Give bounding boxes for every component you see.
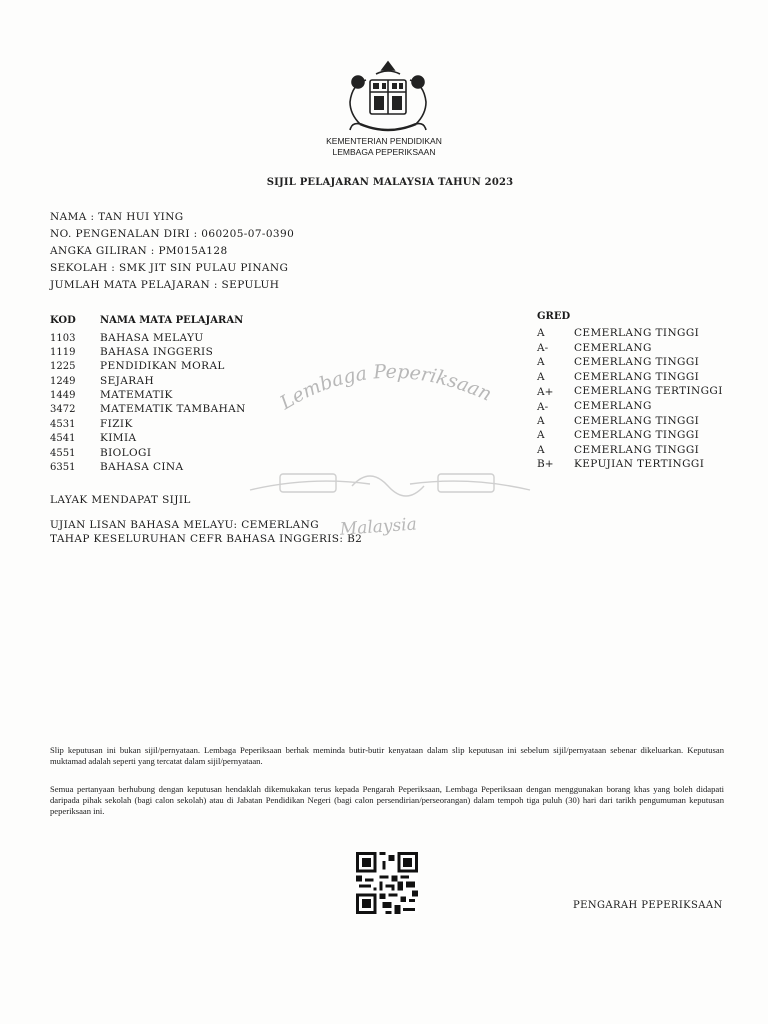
cefr-level: TAHAP KESELURUHAN CEFR BAHASA INGGERIS: B2 xyxy=(50,533,363,545)
coat-of-arms-icon xyxy=(336,60,440,138)
header-grade: GRED xyxy=(537,311,571,322)
candidate-ic: NO. PENGENALAN DIRI : 060205-07-0390 xyxy=(50,228,295,240)
row-grade: A xyxy=(537,415,545,427)
row-grade: B+ xyxy=(537,458,554,470)
row-kod: 3472 xyxy=(50,404,76,415)
row-grade-desc: CEMERLANG TERTINGGI xyxy=(574,385,723,397)
candidate-index: ANGKA GILIRAN : PM015A128 xyxy=(50,245,228,257)
row-grade: A- xyxy=(537,401,549,413)
certificate-status: LAYAK MENDAPAT SIJIL xyxy=(50,494,191,506)
row-subject: MATEMATIK TAMBAHAN xyxy=(100,403,246,415)
disclaimer-note: Slip keputusan ini bukan sijil/pernyataan. Lembaga Peperiksaan berhak meminda butir-butir kenyataan dalam slip keputusan ini sebelum sijil/pernyataan sebenar dikeluarkan. Keputusan muktamad adalah seperti yang tercatat dalam sijil/pernyataan. xyxy=(50,745,724,766)
oral-test-result: UJIAN LISAN BAHASA MELAYU: CEMERLANG xyxy=(50,519,319,531)
document-title: SIJIL PELAJARAN MALAYSIA TAHUN 2023 xyxy=(266,177,514,188)
row-grade: A xyxy=(537,371,545,383)
candidate-name: NAMA : TAN HUI YING xyxy=(50,211,184,223)
row-grade-desc: CEMERLANG xyxy=(574,400,652,412)
qr-code-icon xyxy=(356,852,418,914)
enquiry-note: Semua pertanyaan berhubung dengan keputusan hendaklah dikemukakan terus kepada Pengarah Peperiksaan, Lembaga Peperiksaan dengan menggunakan borang khas yang boleh didapati daripada pihak sekolah (bagi calon sekolah) atau di Jabatan Pendidikan Negeri (bagi calon persendirian/perseorangan) dalam tempoh tiga puluh (30) hari dari tarikh pengumuman keputusan peperiksaan ini. xyxy=(50,784,724,816)
row-grade-desc: CEMERLANG TINGGI xyxy=(574,371,700,383)
row-subject: BAHASA MELAYU xyxy=(100,332,204,344)
row-grade: A xyxy=(537,356,545,368)
row-grade-desc: KEPUJIAN TERTINGGI xyxy=(574,458,705,470)
signatory-title: PENGARAH PEPERIKSAAN xyxy=(573,900,723,911)
row-grade: A xyxy=(537,327,545,339)
row-subject: PENDIDIKAN MORAL xyxy=(100,360,225,372)
row-grade: A- xyxy=(537,342,549,354)
row-kod: 6351 xyxy=(50,462,76,473)
board-line: LEMBAGA PEPERIKSAAN xyxy=(332,147,436,157)
row-subject: KIMIA xyxy=(100,432,137,444)
row-grade: A+ xyxy=(537,386,554,398)
row-kod: 1103 xyxy=(50,333,76,344)
row-kod: 4531 xyxy=(50,419,76,430)
row-kod: 1249 xyxy=(50,376,76,387)
row-subject: BAHASA INGGERIS xyxy=(100,346,214,358)
row-grade-desc: CEMERLANG xyxy=(574,342,652,354)
row-kod: 4541 xyxy=(50,433,76,444)
row-kod: 1225 xyxy=(50,361,76,372)
row-kod: 1449 xyxy=(50,390,76,401)
row-kod: 1119 xyxy=(50,347,76,358)
row-grade: A xyxy=(537,429,545,441)
watermark-text-top: Lembaga Peperiksaan xyxy=(276,360,495,415)
ministry-name xyxy=(284,136,484,158)
row-subject: MATEMATIK xyxy=(100,389,173,401)
row-grade: A xyxy=(537,444,545,456)
row-grade-desc: CEMERLANG TINGGI xyxy=(574,429,700,441)
ministry-line: KEMENTERIAN PENDIDIKAN xyxy=(326,136,442,146)
row-subject: BAHASA CINA xyxy=(100,461,184,473)
watermark-text-bottom: Malaysia xyxy=(339,514,418,540)
candidate-school: SEKOLAH : SMK JIT SIN PULAU PINANG xyxy=(50,262,289,274)
row-subject: BIOLOGI xyxy=(100,447,152,459)
header-kod: KOD xyxy=(50,315,76,326)
row-subject: SEJARAH xyxy=(100,375,155,387)
header-subject: NAMA MATA PELAJARAN xyxy=(100,315,244,326)
candidate-subject-count: JUMLAH MATA PELAJARAN : SEPULUH xyxy=(50,279,280,291)
row-subject: FIZIK xyxy=(100,418,133,430)
row-kod: 4551 xyxy=(50,448,76,459)
row-grade-desc: CEMERLANG TINGGI xyxy=(574,444,700,456)
row-grade-desc: CEMERLANG TINGGI xyxy=(574,356,700,368)
row-grade-desc: CEMERLANG TINGGI xyxy=(574,415,700,427)
row-grade-desc: CEMERLANG TINGGI xyxy=(574,327,700,339)
